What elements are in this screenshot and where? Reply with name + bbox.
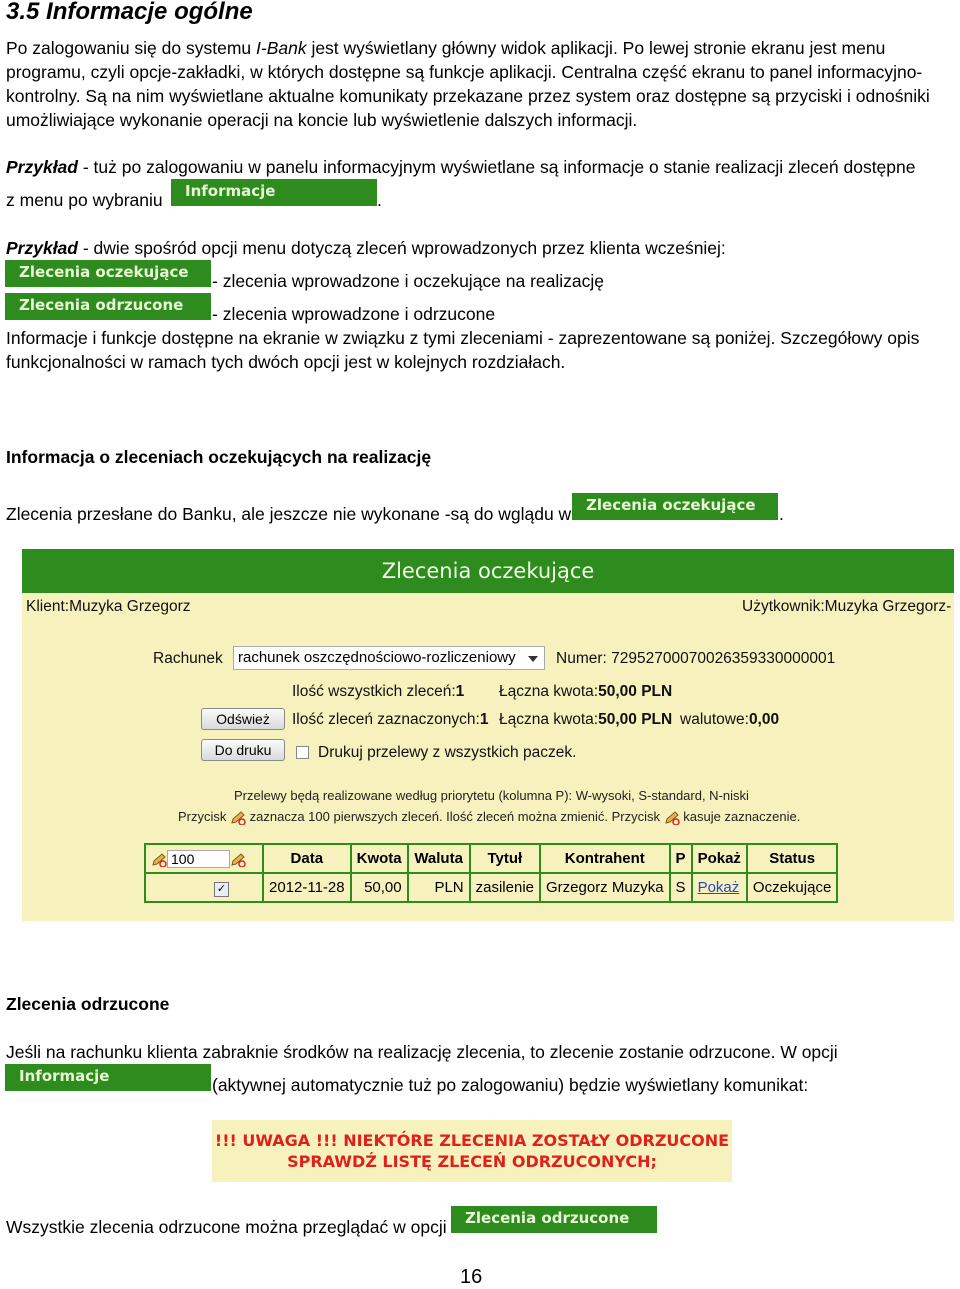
example-label: Przykład [6, 238, 78, 258]
pending-description: - zlecenia wprowadzone i oczekujące na realizację [212, 271, 605, 291]
note-text: kasuje zaznaczenie. [683, 809, 801, 824]
note-text: zaznacza 100 pierwszych zleceń. Ilość zleceń można zmienić. Przycisk [249, 809, 661, 824]
note-text: Przycisk [178, 809, 227, 824]
row-checkbox[interactable]: ✓ [214, 882, 229, 897]
foreign-sum [680, 711, 779, 729]
cell-currency: PLN [408, 873, 470, 902]
section-heading: 3.5 Informacje ogólne [6, 0, 253, 25]
intro-line-2: programu, czyli opcje-zakładki, w których dostępne są funkcje aplikacji. Centralna część ekranu to panel informacyjno- [6, 62, 923, 82]
menu-informacje-button[interactable]: Informacje [171, 179, 377, 206]
select-pencil-icon [230, 811, 246, 825]
rejected-description: - zlecenia wprowadzone i odrzucone [212, 304, 496, 324]
clear-pencil-icon[interactable] [230, 853, 246, 867]
rejected-section-title: Zlecenia odrzucone [6, 994, 170, 1014]
account-number: Numer: 72952700070026359330000001 [556, 650, 836, 667]
refresh-button[interactable]: Odśwież [201, 708, 285, 730]
intro-line-4: umożliwiające wykonanie operacji na koncie lub wyświetlenie dalszych informacji. [6, 110, 638, 130]
client-label: Klient:Muzyka Grzegorz [26, 598, 191, 615]
cell-priority: S [670, 873, 692, 902]
column-header[interactable]: Data [263, 844, 351, 873]
cell-title: zasilenie [470, 873, 540, 902]
column-header[interactable]: P [670, 844, 692, 873]
row-select-cell [145, 873, 263, 902]
sum-selected [499, 711, 672, 729]
foreign-sum-label: walutowe: [680, 711, 749, 728]
example-text: - dwie spośród opcji menu dotyczą zleceń wprowadzonych przez klienta wcześniej: [77, 238, 726, 258]
example2-line-4: Informacje i funkcje dostępne na ekranie w związku z tymi zleceniami - zaprezentowane są poniżej. Szczegółowy opis [6, 328, 920, 348]
orders-table [144, 843, 838, 903]
cell-counterparty: Grzegorz Muzyka [540, 873, 670, 902]
count-selected-value: 1 [479, 711, 489, 728]
sum-all-label: Łączna kwota: [499, 683, 599, 700]
intro-line-3: kontrolny. Są na nim wyświetlane aktualne komunikaty przekazane przez system oraz dostępne są przyciski i odnośniki [6, 86, 930, 106]
pending-orders-panel [22, 549, 954, 921]
panel-title: Zlecenia oczekujące [22, 549, 954, 593]
sum-all [499, 683, 672, 701]
print-all-label: Drukuj przelewy z wszystkich paczek. [318, 744, 577, 761]
cell-date: 2012-11-28 [263, 873, 351, 902]
rejected-line-2: (aktywnej automatycznie tuż po zalogowaniu) będzie wyświetlany komunikat: [212, 1075, 809, 1095]
select-count-cell [145, 844, 263, 873]
warning-line-2: SPRAWDŹ LISTĘ ZLECEŃ ODRZUCONYCH; [287, 1152, 657, 1171]
sum-selected-value: 50,00 PLN [598, 711, 673, 728]
column-header[interactable]: Kwota [351, 844, 408, 873]
chevron-down-icon [528, 656, 538, 662]
sum-selected-label: Łączna kwota: [499, 711, 599, 728]
column-header[interactable]: Tytuł [470, 844, 540, 873]
count-selected [292, 711, 488, 729]
column-header[interactable]: Waluta [408, 844, 470, 873]
count-selected-label: Ilość zleceń zaznaczonych: [292, 711, 480, 728]
count-all [292, 683, 464, 701]
intro-text: jest wyświetlany główny widok aplikacji. Po lewej stronie ekranu jest menu [306, 38, 886, 58]
user-label: Użytkownik:Muzyka Grzegorz- [742, 598, 952, 615]
menu-zlecenia-oczekujace-inline[interactable]: Zlecenia oczekujące [572, 493, 778, 520]
sum-all-value: 50,00 PLN [598, 683, 673, 700]
clear-pencil-icon [664, 811, 680, 825]
example-text: - tuż po zalogowaniu w panelu informacyjnym wyświetlane są informacje o stanie realizacji zleceń dostępne [77, 157, 916, 177]
cell-show-link [692, 873, 747, 902]
table-header-row [145, 844, 837, 873]
account-select[interactable] [233, 646, 545, 670]
column-header: Pokaż [692, 844, 747, 873]
example-label: Przykład [6, 157, 78, 177]
app-name: I-Bank [256, 38, 307, 58]
menu-zlecenia-oczekujace-button[interactable]: Zlecenia oczekujące [5, 260, 211, 287]
example1-dot: . [377, 190, 382, 210]
example2-line-1 [6, 236, 726, 260]
column-header[interactable]: Status [747, 844, 837, 873]
select-count-input[interactable]: 100 [167, 850, 230, 868]
rejected-warning-banner [212, 1120, 732, 1182]
table-row [145, 873, 837, 902]
account-select-value: rachunek oszczędnościowo-rozliczeniowy [238, 649, 516, 666]
selection-note [178, 809, 800, 825]
pending-section-title: Informacja o zleceniach oczekujących na realizację [6, 447, 432, 467]
count-all-value: 1 [455, 683, 465, 700]
example1-line-1 [6, 155, 916, 179]
select-pencil-icon[interactable] [151, 853, 167, 867]
pending-section-text: Zlecenia przesłane do Banku, ale jeszcze nie wykonane -są do wglądu w [6, 504, 572, 524]
menu-zlecenia-odrzucone-button[interactable]: Zlecenia odrzucone [5, 293, 211, 320]
print-button[interactable]: Do druku [201, 739, 285, 761]
foreign-sum-value: 0,00 [748, 711, 780, 728]
pending-dot: . [779, 504, 784, 524]
cell-amount: 50,00 [351, 873, 408, 902]
menu-zlecenia-odrzucone-inline[interactable]: Zlecenia odrzucone [451, 1206, 657, 1233]
count-all-label: Ilość wszystkich zleceń: [292, 683, 456, 700]
intro-line-1 [6, 36, 885, 60]
rejected-line-3: Wszystkie zlecenia odrzucone można przeglądać w opcji [6, 1217, 447, 1237]
priority-note: Przelewy będą realizowane według priorytetu (kolumna P): W-wysoki, S-standard, N-niski [234, 788, 749, 803]
rejected-line-1: Jeśli na rachunku klienta zabraknie środków na realizację zlecenia, to zlecenie zostanie odrzucone. W opcji [6, 1042, 838, 1062]
warning-line-1: !!! UWAGA !!! NIEKTÓRE ZLECENIA ZOSTAŁY ODRZUCONE [214, 1131, 730, 1150]
example1-line-2: z menu po wybraniu [6, 190, 163, 210]
menu-informacje-inline[interactable]: Informacje [5, 1064, 211, 1091]
show-link[interactable]: Pokaż [697, 879, 740, 896]
print-all-checkbox[interactable] [296, 746, 309, 759]
account-label: Rachunek [153, 650, 223, 667]
page-number: 16 [460, 1266, 483, 1288]
column-header[interactable]: Kontrahent [540, 844, 670, 873]
cell-status: Oczekujące [747, 873, 837, 902]
example2-line-5: funkcjonalności w ramach tych dwóch opcji jest w kolejnych rozdziałach. [6, 352, 566, 372]
intro-text: Po zalogowaniu się do systemu [6, 38, 256, 58]
